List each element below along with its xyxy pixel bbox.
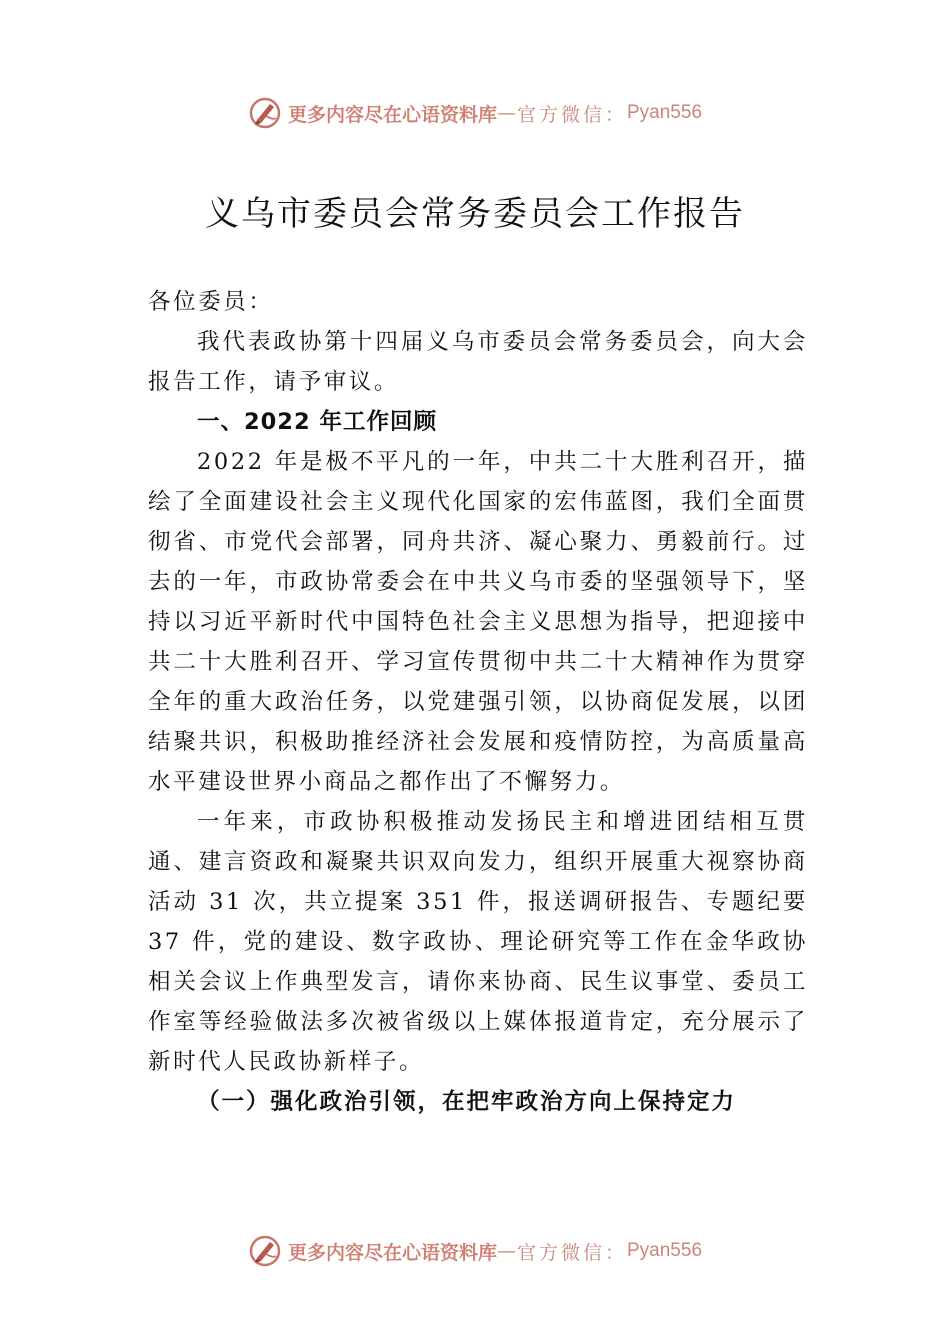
paragraph-1: 2022 年是极不平凡的一年，中共二十大胜利召开，描绘了全面建设社会主义现代化国家的宏伟蓝图，我们全面贯彻省、市党代会部署，同舟共济、凝心聚力、勇毅前行。过去的一年，市政协常委会在中共义乌市委的坚强领导下，坚持以习近平新时代中国特色社会主义思想为指导，把迎接中共二十大胜利召开、学习宣传贯彻中共二十大精神作为贯穿全年的重大政治任务，以党建强引领，以协商促发展，以团结聚共识，积极助推经济社会发展和疫情防控，为高质量高水平建设世界小商品之都作出了不懈努力。 [148, 449, 808, 795]
watermark-wechat-id: Pyan556 [627, 1240, 703, 1261]
intro-paragraph: 我代表政协第十四届义乌市委员会常务委员会，向大会报告工作，请予审议。 [148, 329, 808, 395]
watermark-wechat-label: 官方微信： [516, 1241, 627, 1264]
paragraph-2: 一年来，市政协积极推动发扬民主和增进团结相互贯通、建言资政和凝聚共识双向发力，组织开展重大视察协商活动 31 次，共立提案 351 件，报送调研报告、专题纪要 37 件，党的建设、数字政协、理论研究等工作在金华政协相关会议上作典型发言，请你来协商、民生议事堂、委员工作室等经验做法多次被省级以上媒体报道肯定，充分展示了新时代人民政协新样子。 [148, 809, 808, 1075]
watermark-wechat-id: Pyan556 [627, 102, 703, 123]
document-body [148, 282, 808, 1122]
watermark-header [0, 96, 950, 130]
subsection-heading-1: （一）强化政治引领，在把牢政治方向上保持定力 [197, 1089, 737, 1115]
watermark-footer [0, 1234, 950, 1268]
watermark-separator: — [496, 1240, 517, 1262]
document-title: 义乌市委员会常务委员会工作报告 [205, 194, 745, 234]
pen-seal-icon [248, 96, 282, 130]
section-heading-1: 一、2022 年工作回顾 [197, 409, 437, 435]
salutation: 各位委员： [148, 289, 274, 315]
pen-seal-icon [248, 1234, 282, 1268]
watermark-separator: — [496, 102, 517, 124]
watermark-brand: 更多内容尽在心语资料库 [287, 103, 497, 126]
watermark-wechat-label: 官方微信： [516, 103, 627, 126]
watermark-brand: 更多内容尽在心语资料库 [287, 1241, 497, 1264]
